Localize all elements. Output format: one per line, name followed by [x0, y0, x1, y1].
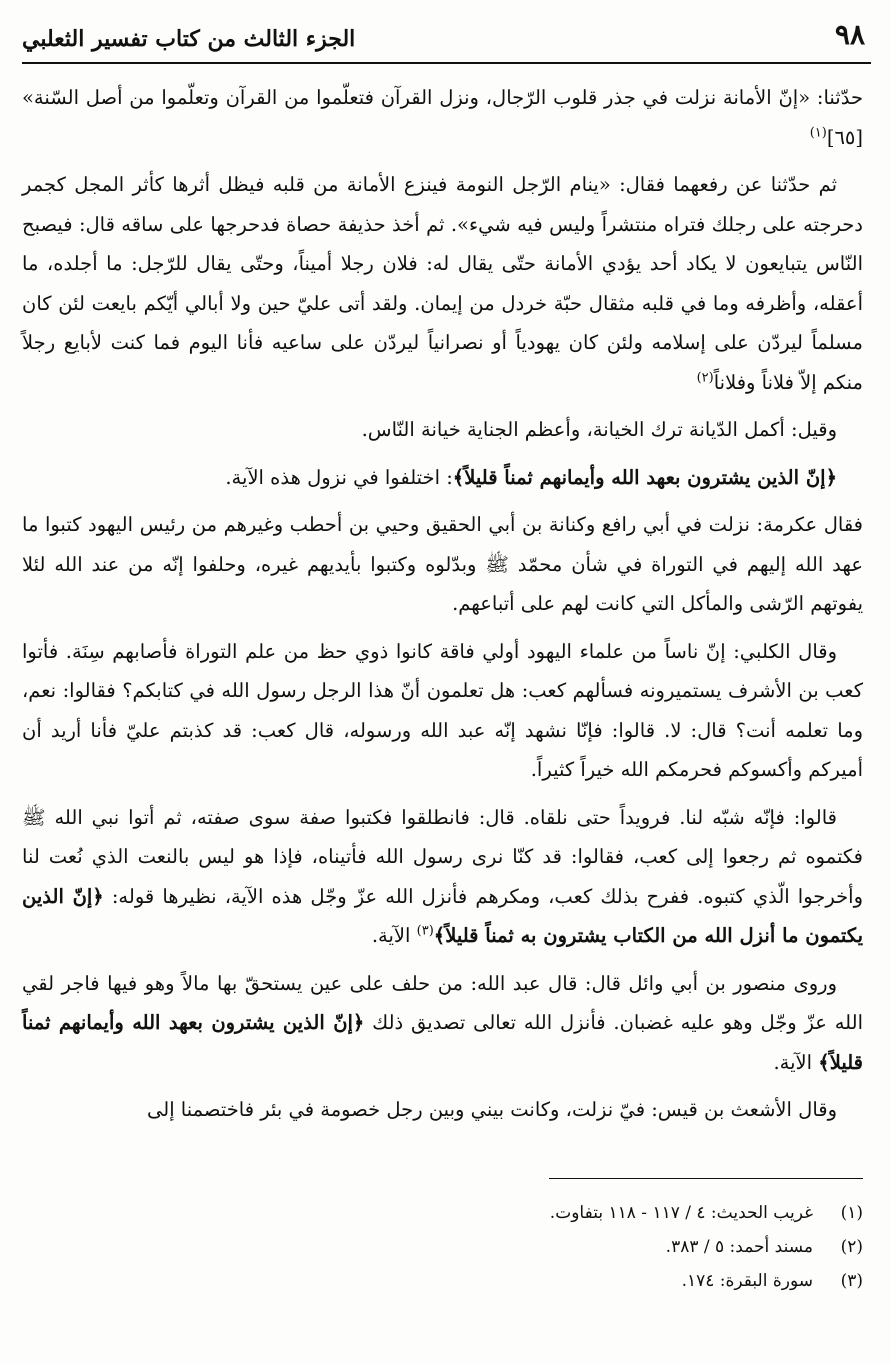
paragraph-text: : اختلفوا في نزول هذه الآية.: [225, 465, 453, 489]
footnote-number: (١): [840, 1203, 863, 1223]
paragraph-text: الآية.: [773, 1050, 819, 1074]
footnote-separator: [549, 1178, 863, 1179]
paragraph: [22, 165, 863, 402]
paragraph-text: وقال الأشعث بن قيس: فيّ نزلت، وكانت بيني وبين رجل خصومة في بئر فاختصمنا إلى: [147, 1098, 837, 1121]
footnote-text: مسند أحمد: ٥ / ٣٨٣.: [665, 1237, 813, 1257]
paragraph: [22, 505, 863, 624]
footnote: [22, 1264, 863, 1298]
footnote-ref: (٣): [416, 923, 434, 939]
page-number: ٩٨: [834, 18, 865, 51]
paragraph-text: حدّثنا: «إنّ الأمانة نزلت في جذر قلوب الرّجال، ونزل القرآن فتعلّموا من القرآن وتعلّموا من أصل السّنة» [٦٥]: [22, 86, 863, 149]
quran-verse: ﴿إنّ الذين يكتمون ما أنزل الله من الكتاب يشترون به ثمناً قليلاً﴾: [22, 884, 863, 947]
footnote-number: (٢): [840, 1237, 863, 1257]
footnote-text: غريب الحديث: ٤ / ١١٧ - ١١٨ بتفاوت.: [549, 1203, 813, 1223]
paragraph: [22, 964, 863, 1083]
footnote: [22, 1230, 863, 1264]
footnote-text: سورة البقرة: ١٧٤.: [681, 1271, 813, 1291]
footnote-number: (٣): [840, 1271, 863, 1291]
paragraph: [22, 458, 863, 498]
footnote: [22, 1196, 863, 1230]
page-header: [22, 18, 871, 64]
paragraph-text: ثم حدّثنا عن رفعهما فقال: «ينام الرّجل النومة فينزع الأمانة من قلبه فيظل أثرها كأثر المجل كجمر دحرجته على رجلك فتراه منتشراً وليس فيه شيء». ثم أخذ حذيفة حصاة فدحرجها على ساقه قال: فيصبح النّاس يتبايعون لا يكاد أحد يؤدي الأمانة حتّى يقال له: فلان رجلا أميناً، وحتّى يقال للرّجل: ما أجلده، ما أعقله، وأظرفه وما في قلبه مثقال حبّة خردل من إيمان. ولقد أتى عليّ حين ولا أبالي أيّكم بايعت لئن كان مسلماً ليردّن على إسلامه ولئن كان يهودياً أو نصرانياً ليردّن على ساعيه فأنا اليوم فما كنت لأبايع رجلاً منكم إلاّ فلاناً وفلاناً: [22, 173, 863, 394]
paragraph: [22, 632, 863, 790]
paragraph-text: فقال عكرمة: نزلت في أبي رافع وكنانة بن أبي الحقيق وحيي بن أحطب وغيرهم من رئيس اليهود كتبوا ما عهد الله إليهم في التوراة في شأن محمّد ﷺ وبدّلوه وكتبوا بأيديهم غيره، وحلفوا إنّه من عند الله لئلا يفوتهم الرّشى والمأكل التي كانت لهم على أتباعهم.: [22, 513, 863, 615]
running-title: الجزء الثالث من كتاب تفسير الثعلبي: [22, 26, 356, 52]
paragraph: [22, 798, 863, 956]
quran-verse: ﴿إنّ الذين يشترون بعهد الله وأيمانهم ثمناً قليلاً﴾: [22, 1011, 863, 1074]
quran-verse: ﴿إنّ الذين يشترون بعهد الله وأيمانهم ثمناً قليلاً﴾: [452, 465, 837, 489]
paragraph: [22, 78, 863, 157]
footnote-ref: (١): [809, 125, 827, 140]
paragraph-text: الآية.: [371, 924, 417, 947]
paragraph-text: وقال الكلبي: إنّ ناساً من علماء اليهود أولي فاقة كانوا ذوي حظ من علم التوراة فأصابهم سِنَة. فأتوا كعب بن الأشرف يستميرونه فسألهم كعب: هل تعلمون أنّ هذا الرجل رسول الله في كتابكم؟ فقالوا: نعم، وما تعلمه أنت؟ قال: لا. قالوا: فإنّا نشهد إنّه عبد الله ورسوله، قال كعب: قد كذبتم عليّ فأنا أريد أن أميركم وأكسوكم فحرمكم الله خيراً كثيراً.: [22, 639, 863, 781]
main-text: [22, 78, 863, 1138]
paragraph-text: قالوا: فإنّه شبّه لنا. فرويداً حتى نلقاه. قال: فانطلقوا فكتبوا صفة سوى صفته، ثم أتوا نبي الله ﷺ فكتموه ثم رجعوا إلى كعب، فقالوا: قد كنّا نرى رسول الله فأتيناه، فإذا هو ليس بالنعت الذي نُعت لنا وأخرجوا الّذي كتبوه. ففرح بذلك كعب، ومكرهم فأنزل الله عزّ وجّل هذه الآية، نظيرها قوله:: [22, 805, 863, 908]
footnote-ref: (٢): [696, 370, 714, 385]
paragraph-text: وروى منصور بن أبي وائل قال: قال عبد الله: من حلف على عين يستحقّ بها مالاً وهو فيها فاجر لقي الله عزّ وجّل وهو عليه غضبان. فأنزل الله تعالى تصديق ذلك: [22, 971, 863, 1034]
paragraph: [22, 410, 863, 450]
paragraph-text: وقيل: أكمل الدّيانة ترك الخيانة، وأعظم الجناية خيانة النّاس.: [361, 418, 837, 441]
footnotes: [22, 1196, 863, 1298]
paragraph: [22, 1090, 863, 1130]
